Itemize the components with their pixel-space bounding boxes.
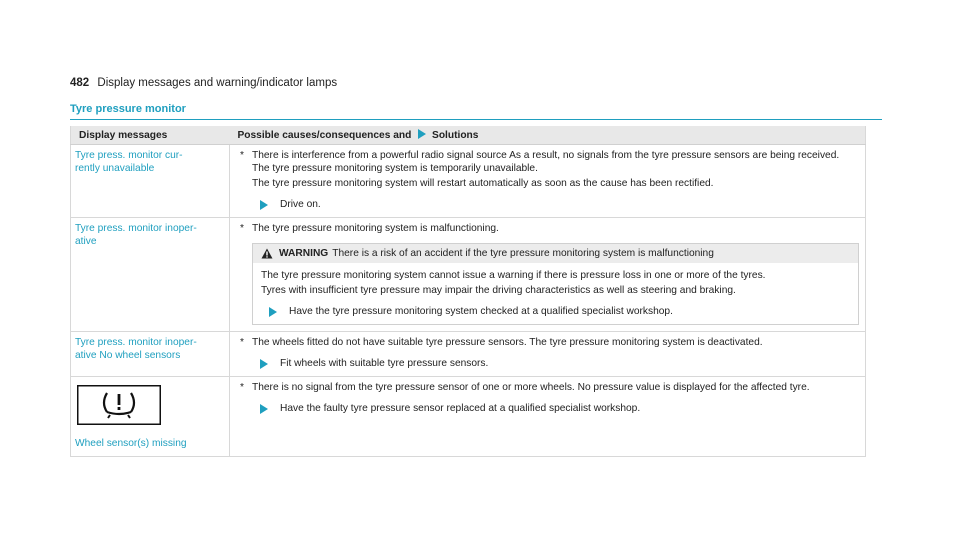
cause-text: There is no signal from the tyre pressure sensor of one or more wheels. No pressure value is displayed for the affected tyre. [252, 382, 810, 393]
message-cell [71, 145, 230, 218]
table-row [71, 145, 866, 218]
action-text: Fit wheels with suitable tyre pressure sensors. [280, 358, 489, 369]
message-cell [71, 377, 230, 457]
warning-header [253, 244, 858, 263]
solution-cell [230, 377, 866, 457]
column-header-causes-label: Possible causes/consequences and [237, 129, 412, 141]
message-text: Tyre press. monitor inoper- ative [75, 223, 197, 247]
column-header-display-messages: Display messages [71, 126, 230, 145]
arrow-right-icon [260, 200, 268, 210]
arrow-right-icon [269, 307, 277, 317]
warning-title: There is a risk of an accident if the tyre pressure monitoring system is malfunctioning [332, 248, 714, 259]
arrow-right-icon [260, 404, 268, 414]
bullet-asterisk: * [240, 150, 244, 161]
action-text: Drive on. [280, 199, 321, 210]
bullet-asterisk: * [240, 223, 244, 234]
warning-paragraph: Tyres with insufficient tyre pressure may impair the driving characteristics as well as steering and braking. [261, 285, 736, 296]
arrow-right-icon [418, 129, 426, 139]
action-text: Have the faulty tyre pressure sensor replaced at a qualified specialist workshop. [280, 403, 641, 414]
tyre-pressure-warning-icon [77, 385, 161, 425]
cause-extra-text: The tyre pressure monitoring system will restart automatically as soon as the cause has been rectified. [252, 178, 714, 189]
bullet-asterisk: * [240, 337, 244, 348]
warning-word: WARNING [279, 248, 329, 259]
solution-cell [230, 332, 866, 377]
column-header-causes-solutions [230, 126, 866, 145]
bullet-asterisk: * [240, 382, 244, 393]
page-header-title: Display messages and warning/indicator lamps [97, 77, 338, 89]
message-text: Tyre press. monitor inoper- ative No wheel sensors [75, 337, 197, 361]
action-item [236, 402, 859, 415]
column-header-solutions-label: Solutions [432, 129, 479, 141]
warning-box [252, 243, 859, 325]
solution-cell [230, 145, 866, 218]
page-header [70, 77, 337, 89]
section-title: Tyre pressure monitor [70, 103, 882, 120]
cause-text: There is interference from a powerful radio signal source As a result, no signals from the tyre pressure sensors are being received. The tyre pressure monitoring system is temporarily unavailable. [252, 150, 840, 174]
table-row [71, 218, 866, 332]
action-item [261, 305, 850, 318]
display-messages-table [70, 126, 866, 457]
warning-triangle-icon [261, 248, 273, 259]
table-row [71, 332, 866, 377]
message-text: Wheel sensor(s) missing [75, 438, 187, 449]
cause-item [236, 149, 859, 190]
warning-body [253, 263, 858, 324]
message-cell [71, 332, 230, 377]
action-item [236, 357, 859, 370]
page-number: 482 [70, 77, 90, 89]
arrow-right-icon [260, 359, 268, 369]
cause-text: The wheels fitted do not have suitable tyre pressure sensors. The tyre pressure monitoring system is deactivated. [252, 337, 763, 348]
action-item [236, 198, 859, 211]
cause-item [236, 381, 859, 394]
table-row [71, 377, 866, 457]
warning-paragraph: The tyre pressure monitoring system cannot issue a warning if there is pressure loss in one or more of the tyres. [261, 270, 766, 281]
cause-item [236, 336, 859, 349]
message-cell [71, 218, 230, 332]
cause-text: The tyre pressure monitoring system is malfunctioning. [252, 223, 499, 234]
cause-item [236, 222, 859, 235]
message-text: Tyre press. monitor cur- rently unavailable [75, 150, 183, 174]
table-header-row [71, 126, 866, 145]
action-text: Have the tyre pressure monitoring system checked at a qualified specialist workshop. [289, 306, 673, 317]
solution-cell [230, 218, 866, 332]
